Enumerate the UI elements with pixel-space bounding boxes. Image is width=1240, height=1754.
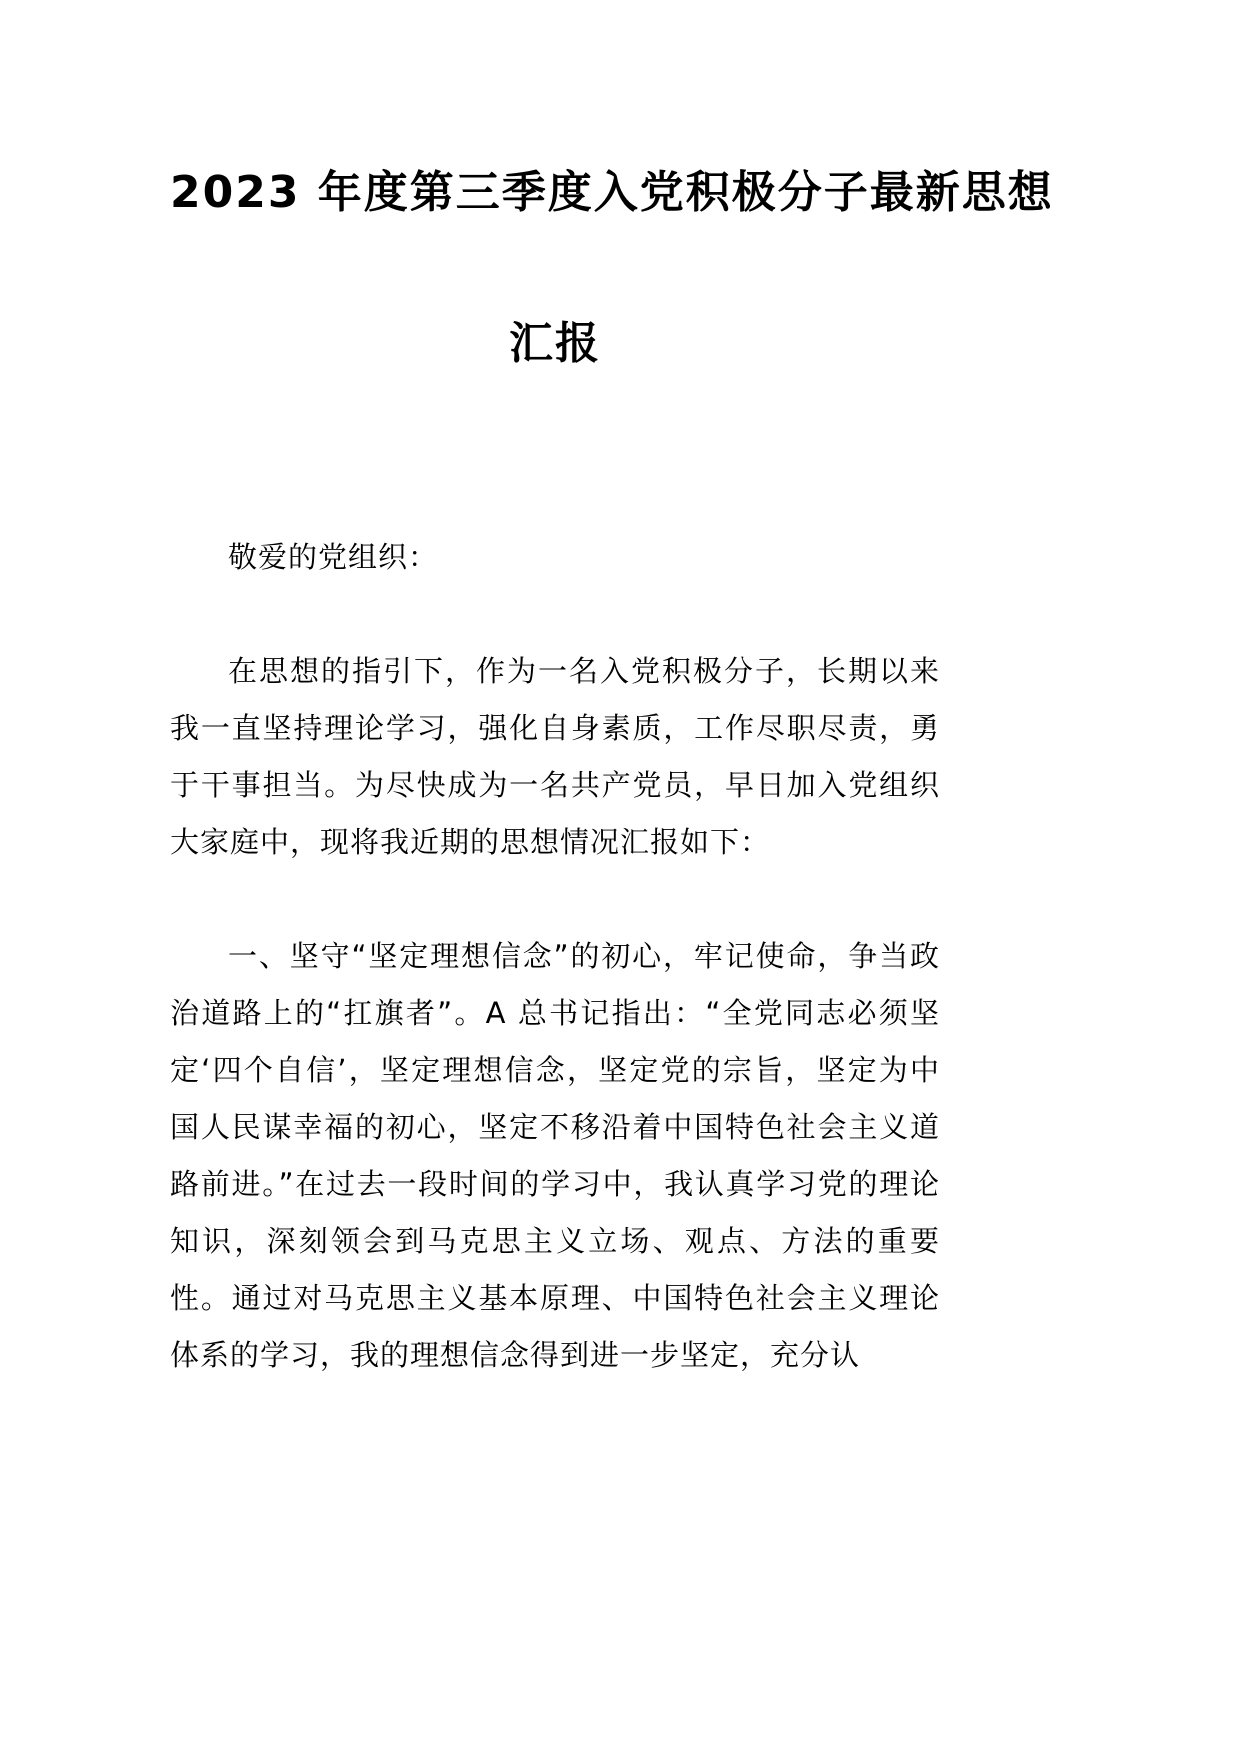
document-title-line2: 汇报 [509,318,601,369]
paragraph-section-one: 一、坚守“坚定理想信念”的初心，牢记使命，争当政治道路上的“扛旗者”。A 总书记指出：“全党同志必须坚定‘四个自信’，坚定理想信念，坚定党的宗旨，坚定为中国人民谋幸福的初心，坚定不移沿着中国特色社会主义道路前进。”在过去一段时间的学习中，我认真学习党的理论知识，深刻领会到马克思主义立场、观点、方法的重要性。通过对马克思主义基本原理、中国特色社会主义理论体系的学习，我的理想信念得到进一步坚定，充分认 [170,939,940,1372]
paragraph-intro: 在思想的指引下，作为一名入党积极分子，长期以来我一直坚持理论学习，强化自身素质，工作尽职尽责，勇于干事担当。为尽快成为一名共产党员，早日加入党组织大家庭中，现将我近期的思想情况汇报如下： [170,654,940,859]
salutation: 敬爱的党组织： [228,540,439,574]
document-title-line1: 2023 年度第三季度入党积极分子最新思想 [170,167,1054,218]
